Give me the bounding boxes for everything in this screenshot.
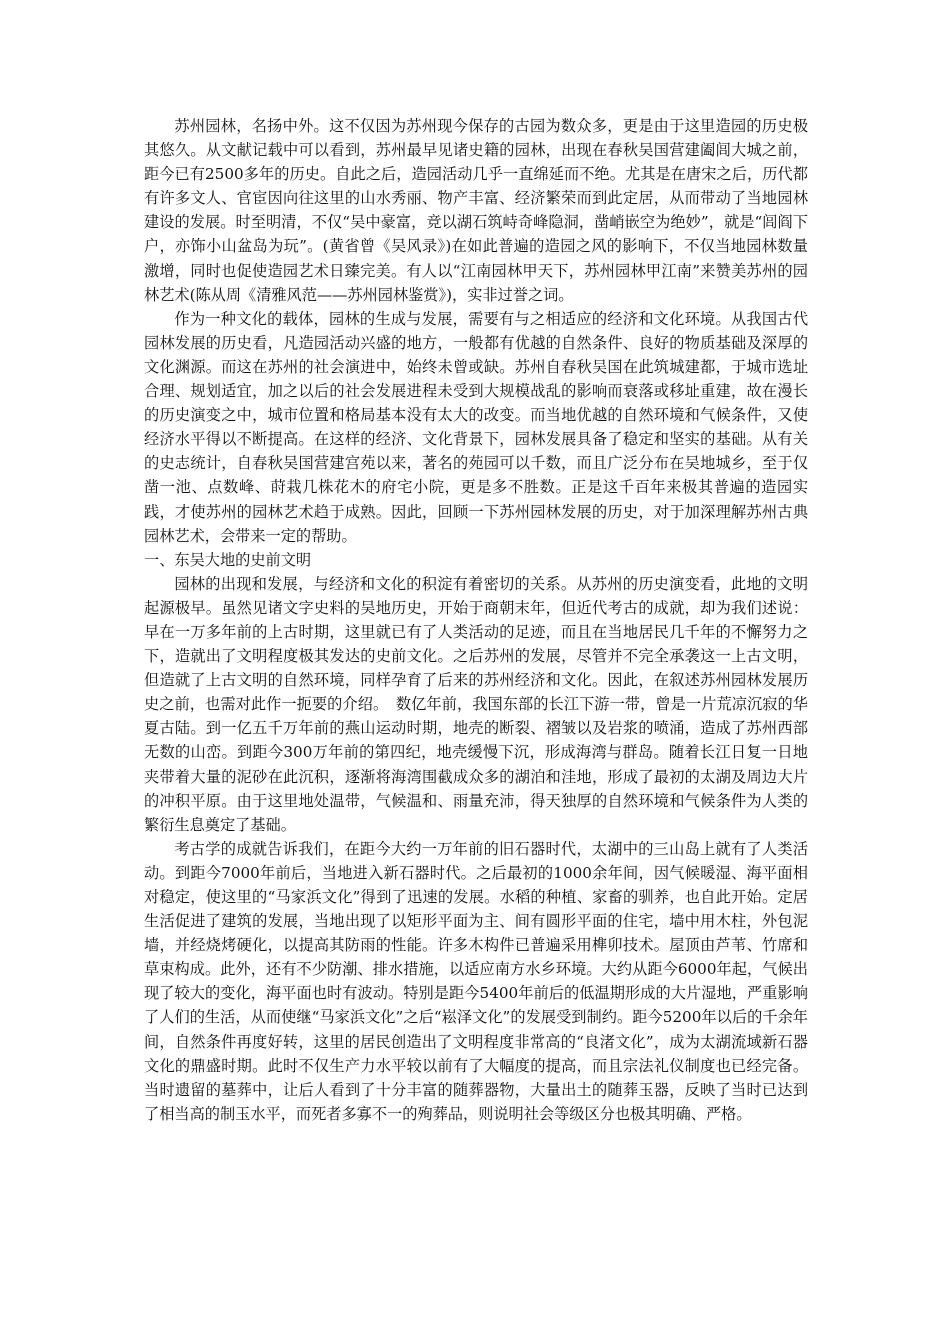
document-page xyxy=(144,114,808,1126)
paragraph-archaeology: 考古学的成就告诉我们，在距今大约一万年前的旧石器时代，太湖中的三山岛上就有了人类活动。到距今7000年前后，当地进入新石器时代。之后最初的1000余年间，因气候暖湿、海平面相对稳定，使这里的“马家浜文化”得到了迅速的发展。水稻的种植、家畜的驯养，也自此开始。定居生活促进了建筑的发展，当地出现了以矩形平面为主、间有圆形平面的住宅，墙中用木柱，外包泥墙，并经烧烤硬化，以提高其防雨的性能。许多木构件已普遍采用榫卯技术。屋顶由芦苇、竹席和草束构成。此外，还有不少防潮、排水措施，以适应南方水乡环境。大约从距今6000年起，气候出现了较大的变化，海平面也时有波动。特别是距今5400年前后的低温期形成的大片湿地，严重影响了人们的生活，从而使继“马家浜文化”之后“崧泽文化”的发展受到制约。距今5200年以后的千余年间，自然条件再度好转，这里的居民创造出了文明程度非常高的“良渚文化”，成为太湖流域新石器文化的鼎盛时期。此时不仅生产力水平较以前有了大幅度的提高，而且宗法礼仪制度也已经完备。当时遗留的墓葬中，让后人看到了十分丰富的随葬器物，大量出土的随葬玉器，反映了当时已达到了相当高的制玉水平，而死者多寡不一的殉葬品，则说明社会等级区分也极其明确、严格。 xyxy=(144,839,808,1123)
paragraph-cultural-carrier: 作为一种文化的载体，园林的生成与发展，需要有与之相适应的经济和文化环境。从我国古代园林发展的历史看，凡造园活动兴盛的地方，一般都有优越的自然条件、良好的物质基础及深厚的文化渊源。而这在苏州的社会演进中，始终未曾或缺。苏州自春秋吴国在此筑城建都，于城市选址合理、规划适宜，加之以后的社会发展进程未受到大规模战乱的影响而衰落或移址重建，故在漫长的历史演变之中，城市位置和格局基本没有太大的改变。而当地优越的自然环境和气候条件，又使经济水平得以不断提高。在这样的经济、文化背景下，园林发展具备了稳定和坚实的基础。从有关的史志统计，自春秋吴国营建宫苑以来，著名的苑园可以千数，而且广泛分布在吴地城乡，至于仅凿一池、点数峰、莳栽几株花木的府宅小院，更是多不胜数。正是这千百年来极其普遍的造园实践，才使苏州的园林艺术趋于成熟。因此，回顾一下苏州园林发展的历史，对于加深理解苏州古典园林艺术，会带来一定的帮助。 xyxy=(144,309,808,545)
paragraph-intro: 苏州园林，名扬中外。这不仅因为苏州现今保存的古园为数众多，更是由于这里造园的历史极其悠久。从文献记载中可以看到，苏州最早见诸史籍的园林，出现在春秋吴国营建阖闾大城之前，距今已有2500多年的历史。自此之后，造园活动几乎一直绵延而不绝。尤其是在唐宋之后，历代都有许多文人、官宦因向往这里的山水秀丽、物产丰富、经济繁荣而到此定居，从而带动了当地园林建设的发展。时至明清，不仅“吴中豪富，竞以湖石筑峙奇峰隐洞，凿峭嵌空为绝妙”，就是“闾阎下户，亦饰小山盆岛为玩”。(黄省曾《吴风录》)在如此普遍的造园之风的影响下，不仅当地园林数量激增，同时也促使造园艺术日臻完美。有人以“江南园林甲天下，苏州园林甲江南”来赞美苏州的园林艺术(陈从周《清雅风范——苏州园林鉴赏》)，实非过誉之词。 xyxy=(144,117,808,304)
section-heading: 一、东吴大地的史前文明 xyxy=(144,550,312,569)
paragraph-prehistoric-civilization: 园林的出现和发展，与经济和文化的积淀有着密切的关系。从苏州的历史演变看，此地的文明起源极早。虽然见诸文字史料的吴地历史，开始于商朝末年，但近代考古的成就，却为我们述说：早在一万多年前的上古时期，这里就已有了人类活动的足迹，而且在当地居民几千年的不懈努力之下，造就出了文明程度极其发达的史前文化。之后苏州的发展，尽管并不完全承袭这一上古文明，但造就了上古文明的自然环境，同样孕育了后来的苏州经济和文化。因此，在叙述苏州园林发展历史之前，也需对此作一扼要的介绍。 数亿年前，我国东部的长江下游一带，曾是一片荒凉沉寂的华夏古陆。到一亿五千万年前的燕山运动时期，地壳的断裂、褶皱以及岩浆的喷涌，造成了苏州西部无数的山峦。到距今300万年前的第四纪，地壳缓慢下沉，形成海湾与群岛。随着长江日复一日地夹带着大量的泥砂在此沉积，逐渐将海湾围截成众多的湖泊和洼地，形成了最初的太湖及周边大片的冲积平原。由于这里地处温带，气候温和、雨量充沛，得天独厚的自然环境和气候条件为人类的繁衍生息奠定了基础。 xyxy=(144,574,808,834)
